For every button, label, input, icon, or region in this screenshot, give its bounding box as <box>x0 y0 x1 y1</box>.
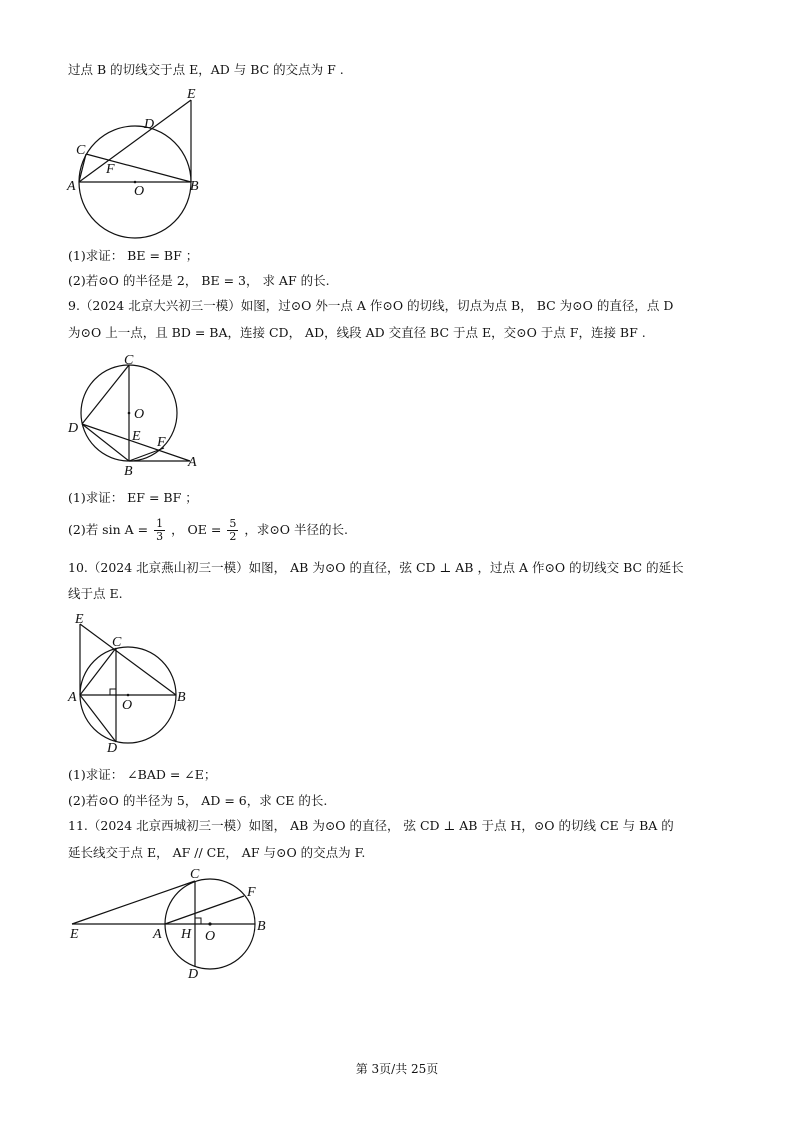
q9-part2-mid: ， OE = <box>171 522 222 537</box>
label-E: E <box>187 87 196 102</box>
label-C: C <box>76 143 86 158</box>
q10-part2: (2)若⊙O 的半径为 5， AD = 6，求 CE 的长. <box>68 793 328 808</box>
q8-part1: (1)求证： BE = BF ； <box>68 248 199 263</box>
label-F: F <box>247 885 256 900</box>
page-footer: 第 3页/共 25页 <box>355 1062 439 1076</box>
fraction-five-halves <box>227 518 238 543</box>
q9-stem-line2: 为⊙O 上一点，且 BD = BA，连接 CD， AD，线段 AD 交直径 BC 于点 E，交⊙O 于点 F，连接 BF . <box>68 325 646 340</box>
q10-part1: (1)求证： ∠BAD = ∠E； <box>68 767 217 782</box>
label-F: F <box>157 435 166 450</box>
label-D: D <box>144 117 155 132</box>
label-O: O <box>134 407 145 422</box>
label-F: F <box>106 162 115 177</box>
figure-q11 <box>60 864 290 984</box>
q9-part2-suffix: ，求⊙O 半径的长. <box>244 522 348 537</box>
label-C: C <box>112 635 122 650</box>
q11-stem-line2: 延长线交于点 E， AF // CE， AF 与⊙O 的交点为 F. <box>68 845 366 860</box>
label-A: A <box>67 179 76 194</box>
label-H: H <box>181 927 192 942</box>
q9-part1: (1)求证： EF = BF ； <box>68 490 198 505</box>
label-E: E <box>70 927 79 942</box>
label-D: D <box>188 967 199 982</box>
q8-part2: (2)若⊙O 的半径是 2， BE = 3， 求 AF 的长. <box>68 273 330 288</box>
figure-q9 <box>60 350 220 480</box>
frac2-numerator: 5 <box>229 517 237 530</box>
q11-stem-line1: 11.（2024 北京西城初三一模）如图， AB 为⊙O 的直径， 弦 CD ⊥ AB 于点 H，⊙O 的切线 CE 与 BA 的 <box>68 818 674 833</box>
label-A: A <box>153 927 162 942</box>
frac1-denominator: 3 <box>156 530 164 543</box>
label-B: B <box>257 919 266 934</box>
label-C: C <box>190 867 200 882</box>
frac1-numerator: 1 <box>156 517 164 530</box>
figure-q10 <box>60 608 200 758</box>
q9-part2-prefix: (2)若 sin A = <box>68 522 149 537</box>
label-A: A <box>188 455 197 470</box>
q10-stem-line2: 线于点 E. <box>68 586 123 601</box>
q10-stem-line1: 10.（2024 北京燕山初三一模）如图， AB 为⊙O 的直径，弦 CD ⊥ AB ，过点 A 作⊙O 的切线交 BC 的延长 <box>68 560 684 575</box>
figure-q8 <box>60 84 220 244</box>
q8-intro: 过点 B 的切线交于点 E，AD 与 BC 的交点为 F . <box>68 62 344 77</box>
label-B: B <box>177 690 186 705</box>
label-A: A <box>68 690 77 705</box>
frac2-denominator: 2 <box>229 530 237 543</box>
label-O: O <box>205 929 216 944</box>
fraction-one-third <box>154 518 165 543</box>
label-B: B <box>190 179 199 194</box>
label-D: D <box>107 741 118 756</box>
q9-part2 <box>68 515 348 545</box>
label-C: C <box>124 353 134 368</box>
label-E: E <box>132 429 141 444</box>
label-B: B <box>124 464 133 479</box>
label-E: E <box>75 612 84 627</box>
label-D: D <box>68 421 79 436</box>
label-O: O <box>122 698 133 713</box>
q9-stem-line1: 9.（2024 北京大兴初三一模）如图，过⊙O 外一点 A 作⊙O 的切线，切点为点 B， BC 为⊙O 的直径，点 D <box>68 298 674 313</box>
label-O: O <box>134 184 145 199</box>
